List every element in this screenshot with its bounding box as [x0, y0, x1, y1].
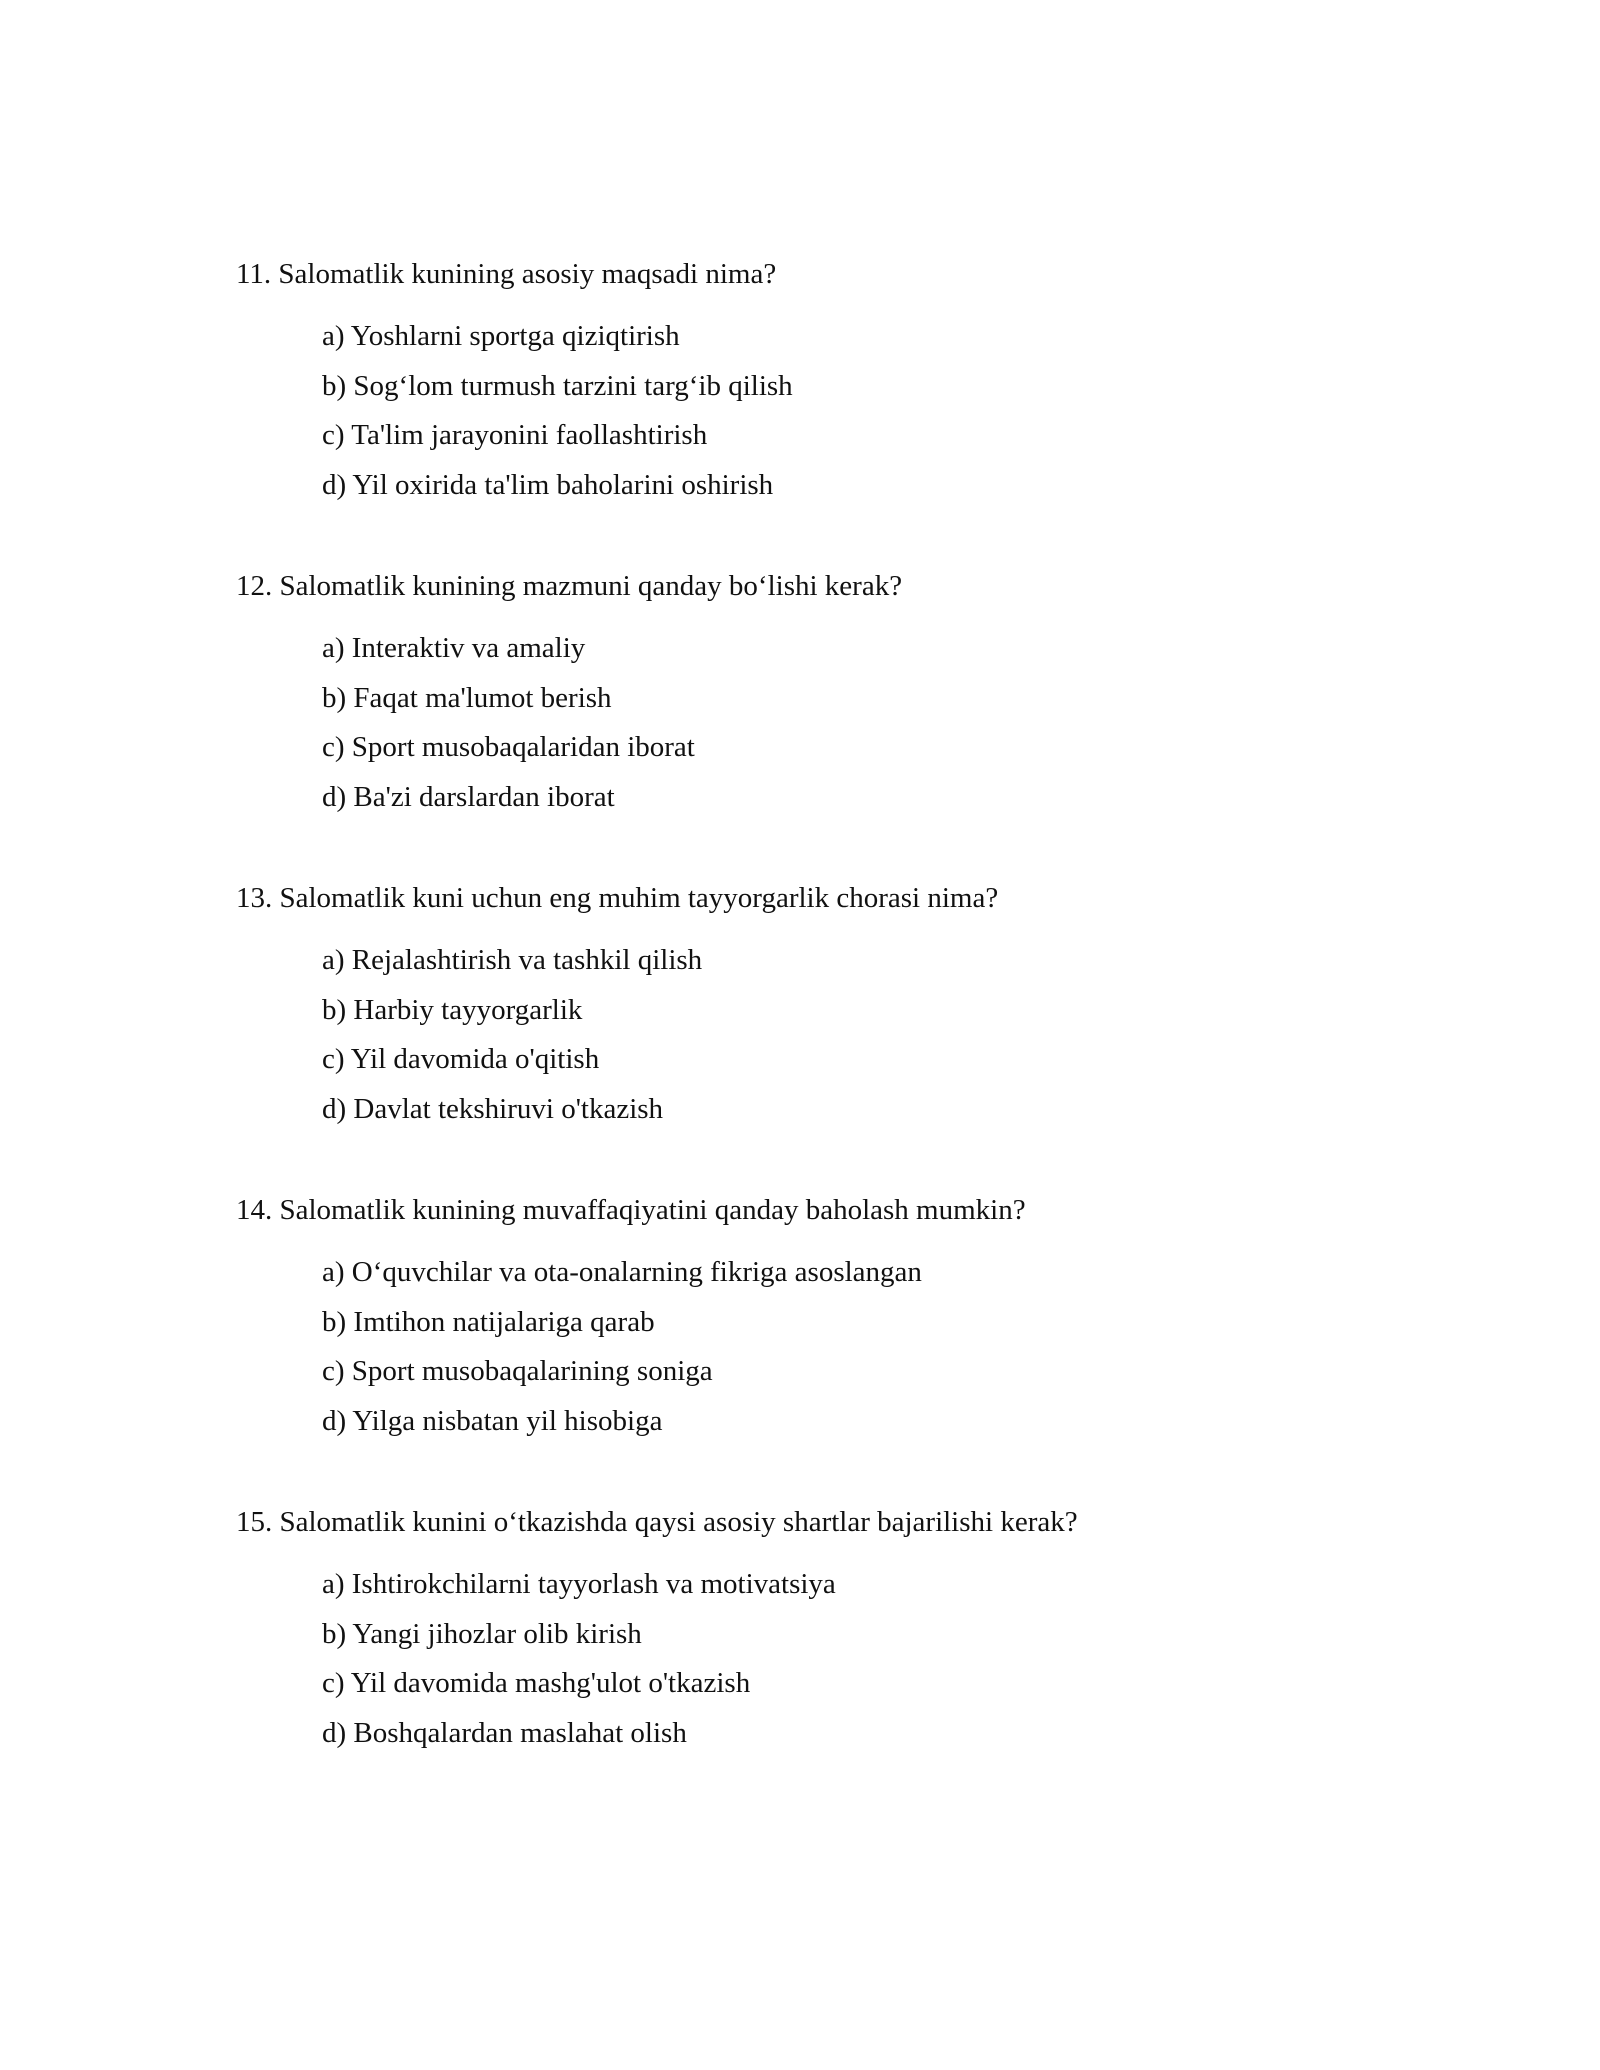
option-item: d) Yil oxirida ta'lim baholarini oshirish — [322, 468, 774, 501]
option-item: d) Davlat tekshiruvi o'tkazish — [322, 1092, 664, 1125]
question-text: 14. Salomatlik kunining muvaffaqiyatini qanday baholash mumkin? — [236, 1194, 1026, 1226]
option-item: b) Sog‘lom turmush tarzini targ‘ib qilish — [322, 369, 793, 402]
question-item — [236, 566, 1436, 822]
question-item — [236, 878, 1436, 1134]
option-item: b) Yangi jihozlar olib kirish — [322, 1617, 642, 1650]
option-item: a) O‘quvchilar va ota-onalarning fikriga asoslangan — [322, 1256, 922, 1288]
option-list — [236, 312, 1436, 510]
option-list — [236, 624, 1436, 822]
option-item: c) Yil davomida mashg'ulot o'tkazish — [322, 1667, 751, 1699]
option-item: a) Ishtirokchilarni tayyorlash va motivatsiya — [322, 1568, 836, 1600]
option-item: c) Sport musobaqalarining soniga — [322, 1355, 713, 1387]
option-item: b) Harbiy tayyorgarlik — [322, 993, 583, 1026]
option-item: b) Imtihon natijalariga qarab — [322, 1305, 655, 1338]
question-item — [236, 1190, 1436, 1446]
option-item: a) Interaktiv va amaliy — [322, 632, 586, 664]
option-item: d) Ba'zi darslardan iborat — [322, 780, 615, 813]
option-item: d) Boshqalardan maslahat olish — [322, 1716, 687, 1749]
option-list — [236, 1560, 1436, 1758]
option-item: c) Sport musobaqalaridan iborat — [322, 731, 695, 763]
option-item: a) Rejalashtirish va tashkil qilish — [322, 944, 703, 976]
option-list — [236, 936, 1436, 1134]
question-text: 11. Salomatlik kunining asosiy maqsadi nima? — [236, 258, 777, 290]
question-item — [236, 1502, 1436, 1758]
option-item: c) Yil davomida o'qitish — [322, 1043, 600, 1075]
option-item: d) Yilga nisbatan yil hisobiga — [322, 1404, 663, 1437]
question-item — [236, 254, 1436, 510]
question-text: 15. Salomatlik kunini o‘tkazishda qaysi asosiy shartlar bajarilishi kerak? — [236, 1506, 1078, 1538]
option-item: c) Ta'lim jarayonini faollashtirish — [322, 419, 708, 451]
option-item: b) Faqat ma'lumot berish — [322, 681, 612, 714]
option-list — [236, 1248, 1436, 1446]
question-list — [236, 254, 1436, 1814]
question-text: 12. Salomatlik kunining mazmuni qanday bo‘lishi kerak? — [236, 570, 903, 602]
question-text: 13. Salomatlik kuni uchun eng muhim tayyorgarlik chorasi nima? — [236, 882, 999, 914]
option-item: a) Yoshlarni sportga qiziqtirish — [322, 320, 680, 352]
